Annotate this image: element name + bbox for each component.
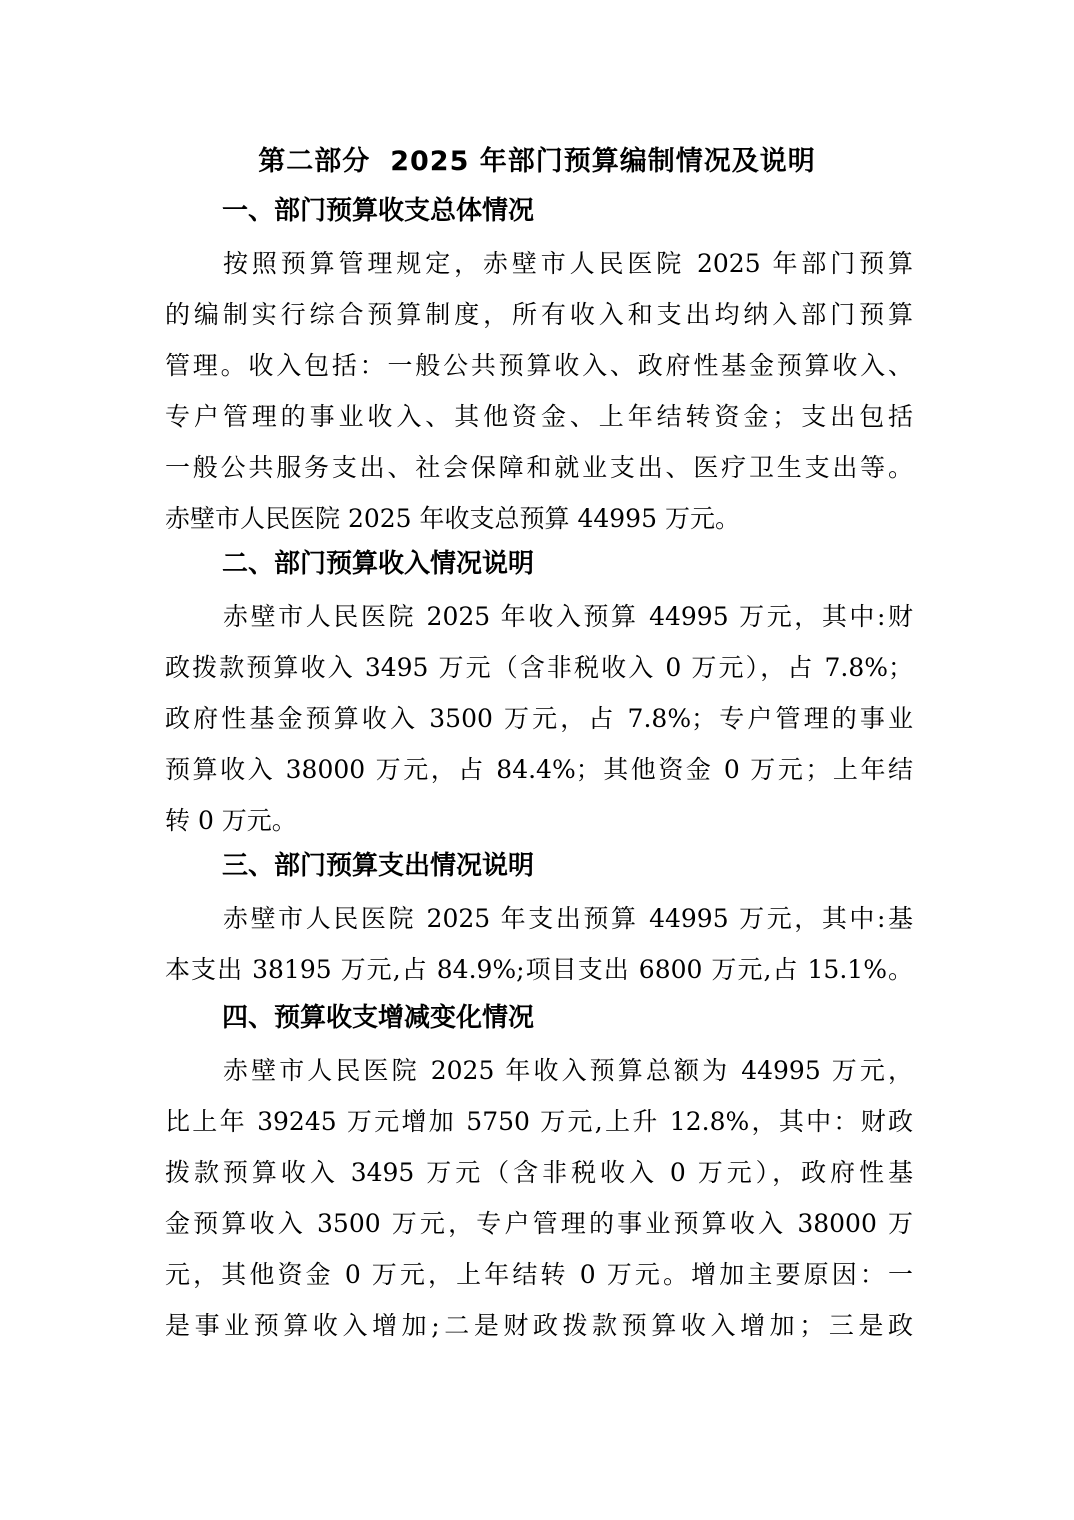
- page-title: [0, 140, 1074, 184]
- section-body-overall: [165, 238, 913, 544]
- paragraph-line: 预算收入 38000 万元，占 84.4%；其他资金 0 万元；上年结: [165, 755, 913, 784]
- paragraph-line: 比上年 39245 万元增加 5750 万元,上升 12.8%，其中：财政: [165, 1107, 913, 1136]
- paragraph-line: 赤壁市人民医院 2025 年收入预算 44995 万元，其中:财: [223, 602, 913, 631]
- paragraph-line: 的编制实行综合预算制度，所有收入和支出均纳入部门预算: [165, 300, 913, 329]
- section-heading-expenditure: 三、部门预算支出情况说明: [222, 851, 535, 881]
- paragraph-line: 本支出 38195 万元,占 84.9%;项目支出 6800 万元,占 15.1%。: [165, 955, 913, 984]
- paragraph-line: 政拨款预算收入 3495 万元（含非税收入 0 万元），占 7.8%；: [165, 653, 913, 682]
- section-heading-changes: 四、预算收支增减变化情况: [222, 1003, 535, 1033]
- paragraph-line: 政府性基金预算收入 3500 万元，占 7.8%；专户管理的事业: [165, 704, 913, 733]
- section-body-expenditure: [165, 893, 913, 995]
- paragraph-line: 按照预算管理规定，赤壁市人民医院 2025 年部门预算: [223, 249, 913, 278]
- paragraph-line: 赤壁市人民医院 2025 年支出预算 44995 万元，其中:基: [223, 904, 913, 933]
- paragraph-line: 拨款预算收入 3495 万元（含非税收入 0 万元），政府性基: [165, 1158, 913, 1187]
- section-heading-income: 二、部门预算收入情况说明: [222, 549, 535, 579]
- title-part: 第二部分: [258, 146, 371, 177]
- section-body-income: [165, 591, 913, 846]
- paragraph-line: 一般公共服务支出、社会保障和就业支出、医疗卫生支出等。: [165, 453, 913, 482]
- title-text: 2025 年部门预算编制情况及说明: [390, 146, 816, 177]
- paragraph-line: 金预算收入 3500 万元，专户管理的事业预算收入 38000 万: [165, 1209, 913, 1238]
- paragraph-line: 赤壁市人民医院 2025 年收入预算总额为 44995 万元，: [223, 1056, 913, 1085]
- section-body-changes: [165, 1045, 913, 1351]
- paragraph-line: 管理。收入包括：一般公共预算收入、政府性基金预算收入、: [165, 351, 913, 380]
- paragraph-line: 是事业预算收入增加;二是财政拨款预算收入增加；三是政: [165, 1311, 913, 1340]
- section-heading-overall: 一、部门预算收支总体情况: [222, 196, 535, 226]
- paragraph-line: 赤壁市人民医院 2025 年收支总预算 44995 万元。: [165, 504, 740, 533]
- paragraph-line: 转 0 万元。: [165, 806, 297, 835]
- paragraph-line: 专户管理的事业收入、其他资金、上年结转资金；支出包括: [165, 402, 913, 431]
- paragraph-line: 元，其他资金 0 万元，上年结转 0 万元。增加主要原因：一: [165, 1260, 913, 1289]
